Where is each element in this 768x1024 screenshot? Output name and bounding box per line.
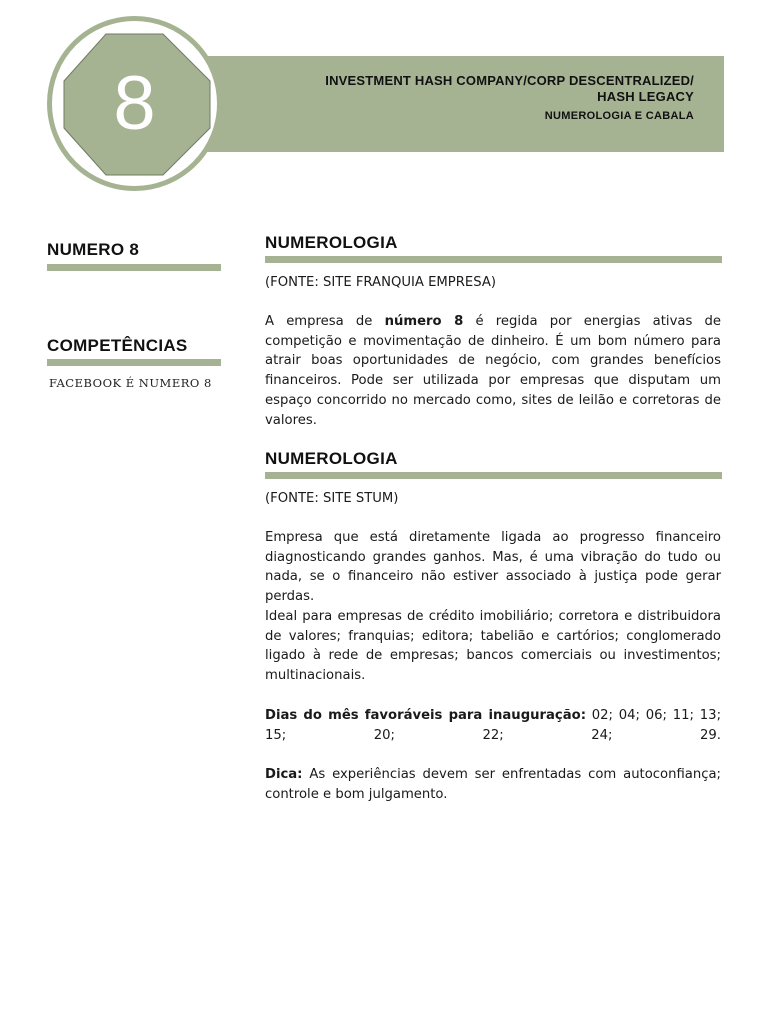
tip-value: As experiências devem ser enfrentadas com autoconfiança; controle e bom julgamento. (265, 767, 721, 802)
section1-heading: NUMEROLOGIA (265, 233, 398, 252)
section2-source: (FONTE: SITE STUM) (265, 491, 399, 506)
section2-rule (265, 472, 722, 479)
days-label: Dias do mês favoráveis para inauguração: (265, 708, 586, 723)
days-value: 02; 04; 06; 11; 13; 15; 20; 22; 24; 29. (265, 708, 722, 743)
tip-label: Dica: (265, 767, 303, 782)
header-title-line2: HASH LEGACY (597, 89, 694, 104)
section1-paragraph (265, 312, 721, 430)
section1-text-a: A empresa de (265, 314, 385, 329)
section1-source: (FONTE: SITE FRANQUIA EMPRESA) (265, 275, 497, 290)
header-title-line1: INVESTMENT HASH COMPANY/CORP DESCENTRALIZED/ (325, 73, 694, 88)
badge-number: 8 (113, 61, 156, 146)
section2-heading: NUMEROLOGIA (265, 449, 398, 468)
section2-days (265, 706, 721, 745)
sidebar-heading-numero: NUMERO 8 (47, 240, 140, 259)
section2-tip (265, 765, 721, 804)
sidebar-text: FACEBOOK É NUMERO 8 (49, 376, 212, 390)
section2-paragraph-1: Empresa que está diretamente ligada ao progresso financeiro diagnosticando grandes ganhos. Mas, é uma vibração do tudo ou nada, se o financeiro não estiver associado à justiça pode gerar perdas. (265, 530, 721, 605)
sidebar-rule-1 (47, 264, 221, 271)
sidebar-rule-2 (47, 359, 221, 366)
section1-text-b: é regida por energias ativas de competição e movimentação de dinheiro. É um bom número para atrair boas oportunidades de negócio, com grandes benefícios financeiros. Pode ser utilizada por empresas que disputam um espaço concorrido no mercado como, sites de leilão e corretoras de valores. (265, 314, 722, 428)
section2-paragraph-2: Ideal para empresas de crédito imobiliário; corretora e distribuidora de valores; franquias; editora; tabelião e cartórios; conglomerado ligado à rede de empresas; bancos comerciais ou investimentos; multinacionais. (265, 609, 721, 684)
section1-rule (265, 256, 722, 263)
header-subtitle: NUMEROLOGIA E CABALA (544, 110, 694, 122)
sidebar-heading-competencias: COMPETÊNCIAS (47, 336, 188, 355)
section1-text-bold: número 8 (384, 314, 464, 329)
